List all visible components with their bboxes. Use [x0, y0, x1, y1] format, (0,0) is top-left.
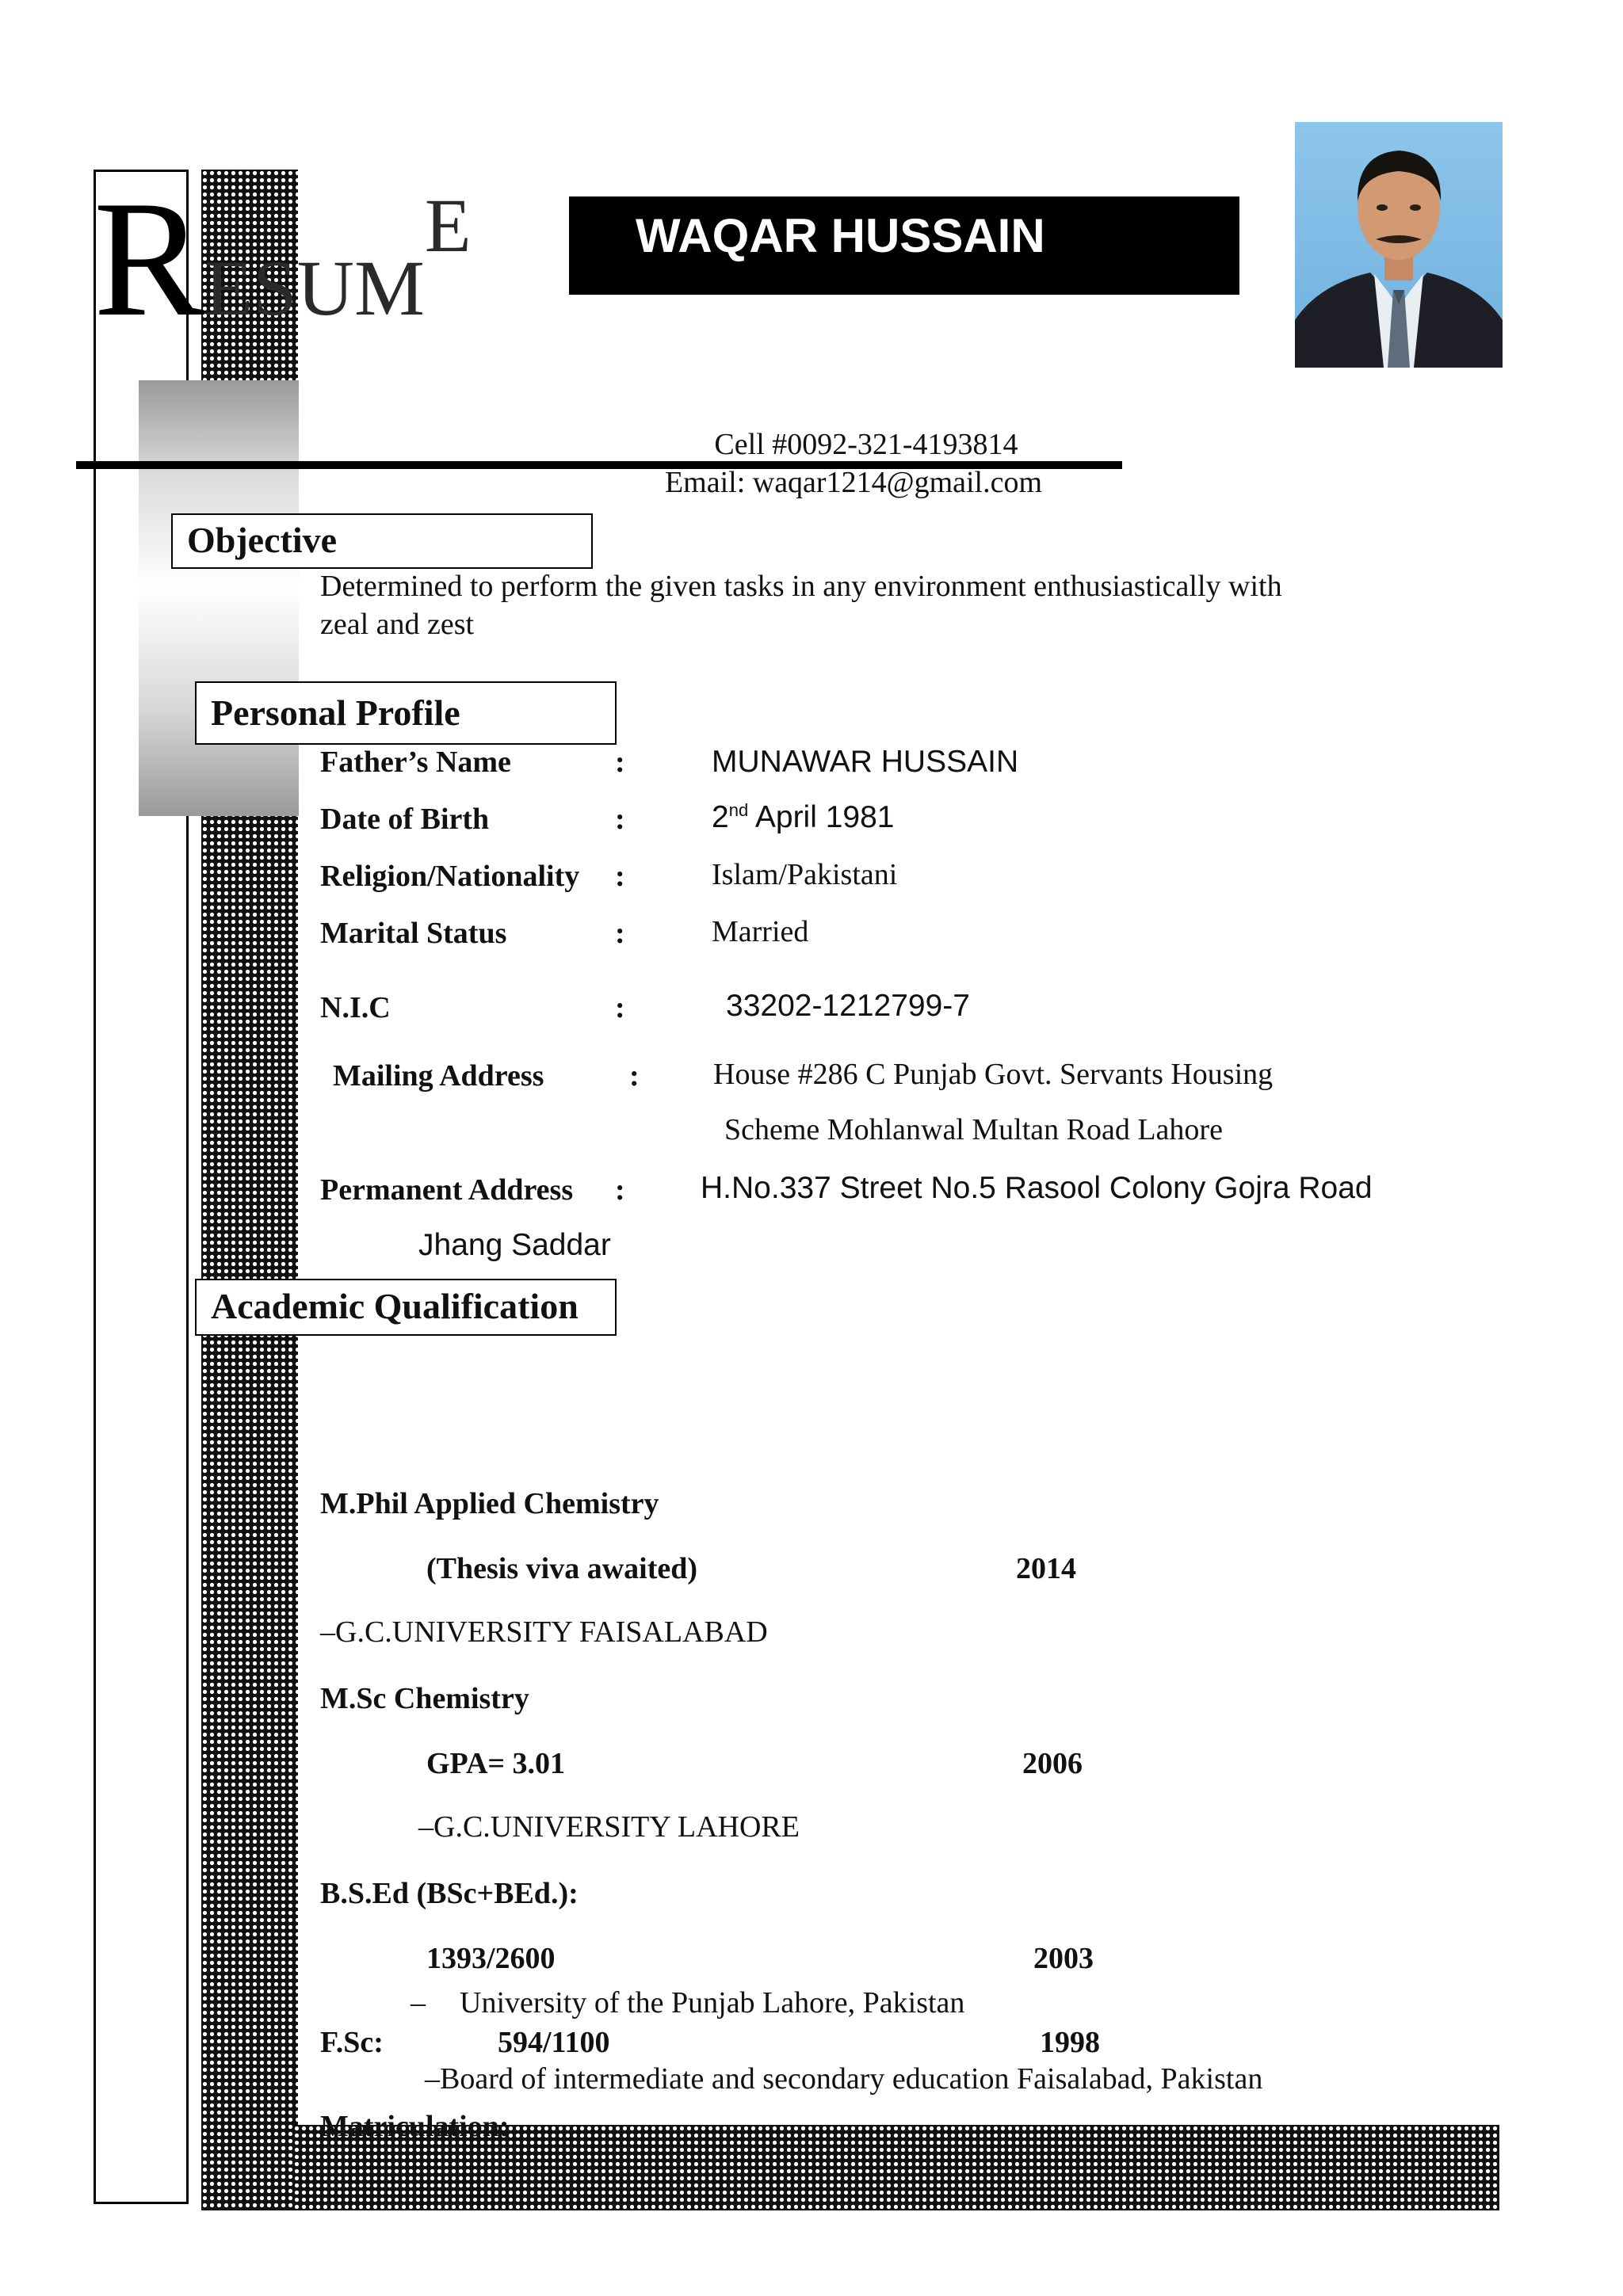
dob-label: Date of Birth	[320, 803, 490, 836]
mailing-address-line-2: Scheme Mohlanwal Multan Road Lahore	[724, 1113, 1223, 1146]
bsed-institute: University of the Punjab Lahore, Pakistan	[460, 1986, 965, 2019]
mailing-address-colon: :	[629, 1059, 640, 1093]
cell-number: Cell #0092-321-4193814	[714, 428, 1018, 461]
objective-heading: Objective	[171, 513, 593, 569]
bsed-year: 2003	[1033, 1942, 1094, 1975]
bsed-detail: 1393/2600	[426, 1942, 556, 1975]
permanent-address-colon: :	[615, 1173, 625, 1207]
resume-first-letter: R	[94, 167, 205, 351]
nic-value: 33202-1212799-7	[726, 989, 970, 1023]
objective-line-1: Determined to perform the given tasks in any environment enthusiastically with	[320, 570, 1282, 603]
fathers-name-colon: :	[615, 746, 625, 779]
name-banner: WAQAR HUSSAIN	[569, 196, 1239, 295]
profile-photo	[1295, 122, 1503, 368]
msc-year: 2006	[1022, 1747, 1083, 1780]
nic-label: N.I.C	[320, 991, 391, 1024]
marital-colon: :	[615, 917, 625, 950]
bsed-degree: B.S.Ed (BSc+BEd.):	[320, 1877, 579, 1910]
marital-label: Marital Status	[320, 917, 507, 950]
dob-value	[712, 800, 895, 835]
dob-day: 2	[712, 800, 729, 834]
gradient-panel	[139, 380, 299, 816]
portrait-illustration	[1295, 122, 1503, 368]
dob-suffix: nd	[728, 800, 749, 820]
permanent-address-line-2: Jhang Saddar	[418, 1228, 611, 1262]
academic-qualification-heading: Academic Qualification	[195, 1279, 617, 1336]
fsc-institute: –Board of intermediate and secondary education Faisalabad, Pakistan	[425, 2062, 1263, 2096]
dob-rest: April 1981	[748, 800, 895, 834]
fathers-name-label: Father’s Name	[320, 746, 511, 779]
msc-institute: –G.C.UNIVERSITY LAHORE	[418, 1810, 800, 1844]
resume-middle-letters: ESUM	[204, 244, 425, 332]
religion-colon: :	[615, 860, 625, 893]
msc-detail: GPA= 3.01	[426, 1747, 566, 1780]
resume-heading	[94, 167, 472, 351]
matriculation-degree	[320, 2103, 510, 2125]
marital-value: Married	[712, 915, 809, 948]
fsc-year: 1998	[1040, 2026, 1100, 2059]
mailing-address-label: Mailing Address	[333, 1059, 544, 1093]
personal-profile-heading: Personal Profile	[195, 681, 617, 745]
mphil-institute: –G.C.UNIVERSITY FAISALABAD	[320, 1615, 768, 1649]
religion-value: Islam/Pakistani	[712, 858, 898, 891]
email-address: Email: waqar1214@gmail.com	[664, 466, 1043, 499]
mphil-detail: (Thesis viva awaited)	[426, 1552, 697, 1585]
permanent-address-line-1: H.No.337 Street No.5 Rasool Colony Gojra Road	[701, 1171, 1373, 1205]
permanent-address-label: Permanent Address	[320, 1173, 574, 1207]
mailing-address-line-1: House #286 C Punjab Govt. Servants Housing	[713, 1058, 1274, 1091]
fsc-detail: 594/1100	[498, 2026, 610, 2059]
dob-colon: :	[615, 803, 625, 836]
fathers-name-value: MUNAWAR HUSSAIN	[712, 745, 1019, 779]
mphil-year: 2014	[1016, 1552, 1076, 1585]
objective-line-2: zeal and zest	[320, 608, 475, 641]
fsc-degree: F.Sc:	[320, 2026, 384, 2059]
nic-colon: :	[615, 991, 625, 1024]
msc-degree: M.Sc Chemistry	[320, 1682, 529, 1715]
resume-last-letter: E	[424, 183, 472, 268]
mphil-degree: M.Phil Applied Chemistry	[320, 1487, 659, 1520]
bsed-dash: –	[411, 1986, 426, 2019]
religion-label: Religion/Nationality	[320, 860, 580, 893]
